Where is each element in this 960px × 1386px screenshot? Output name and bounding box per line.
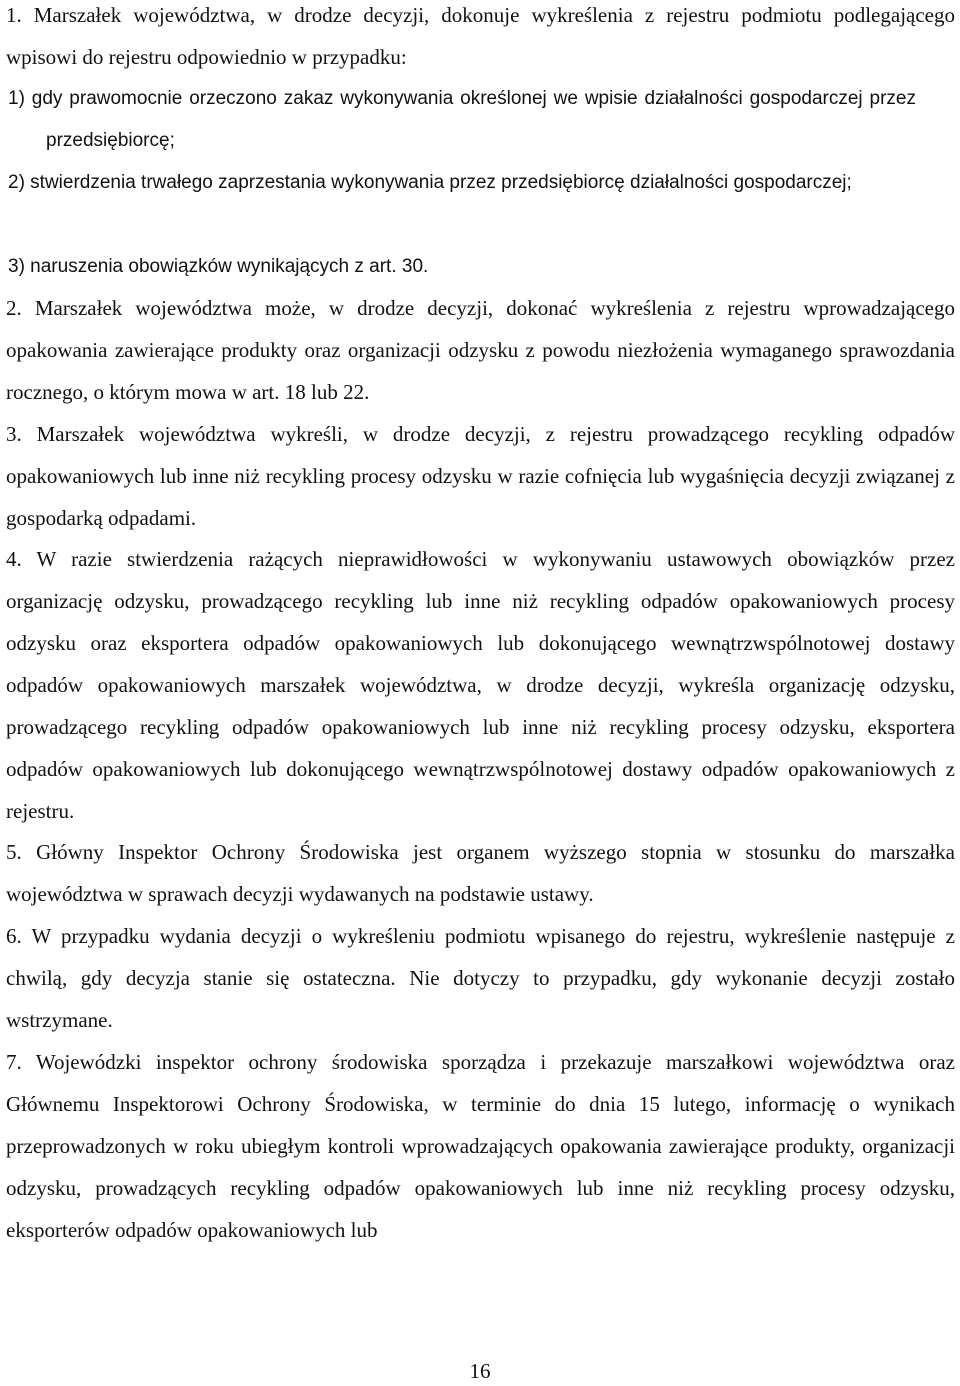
- paragraph-5: 5. Główny Inspektor Ochrony Środowiska jest organem wyższego stopnia w stosunku do marszałka województwa w sprawach decyzji wydawanych na podstawie ustawy.: [6, 840, 955, 906]
- paragraph-6: 6. W przypadku wydania decyzji o wykreśleniu podmiotu wpisanego do rejestru, wykreślenie następuje z chwilą, gdy decyzja stanie się ostateczna. Nie dotyczy to przypadku, gdy wykonanie decyzji zostało wstrzymane.: [6, 924, 955, 1032]
- paragraph-1-item-2: [8, 162, 954, 204]
- paragraph-1-item-1: [8, 78, 954, 162]
- paragraph-1: 1. Marszałek województwa, w drodze decyzji, dokonuje wykreślenia z rejestru podmiotu podlegającego wpisowi do rejestru odpowiednio w przypadku:: [6, 3, 955, 69]
- item-2-text: 2) stwierdzenia trwałego zaprzestania wykonywania przez przedsiębiorcę działalności gospodarczej;: [8, 172, 852, 193]
- page-number: 16: [469, 1359, 491, 1383]
- paragraph-1-item-3: [8, 246, 954, 288]
- paragraph-2: 2. Marszałek województwa może, w drodze decyzji, dokonać wykreślenia z rejestru wprowadzającego opakowania zawierające produkty oraz organizacji odzysku z powodu niezłożenia wymaganego sprawozdania rocznego, o którym mowa w art. 18 lub 22.: [6, 296, 955, 404]
- paragraph-3: 3. Marszałek województwa wykreśli, w drodze decyzji, z rejestru prowadzącego recykling odpadów opakowaniowych lub inne niż recykling procesy odzysku w razie cofnięcia lub wygaśnięcia decyzji związanej z gospodarką odpadami.: [6, 422, 955, 530]
- paragraph-4: 4. W razie stwierdzenia rażących nieprawidłowości w wykonywaniu ustawowych obowiązków przez organizację odzysku, prowadzącego recykling lub inne niż recykling odpadów opakowaniowych procesy odzysku oraz eksportera odpadów opakowaniowych lub dokonującego wewnątrzwspólnotowej dostawy odpadów opakowaniowych marszałek województwa, w drodze decyzji, wykreśla organizację odzysku, prowadzącego recykling odpadów opakowaniowych lub inne niż recykling procesy odzysku, eksportera odpadów opakowaniowych lub dokonującego wewnątrzwspólnotowej dostawy odpadów opakowaniowych z rejestru.: [6, 547, 955, 823]
- item-3-text: 3) naruszenia obowiązków wynikających z art. 30.: [8, 256, 429, 277]
- item-1-text: 1) gdy prawomocnie orzeczono zakaz wykonywania określonej we wpisie działalności gospodarczej przez przedsiębiorcę;: [8, 88, 916, 151]
- paragraph-7: 7. Wojewódzki inspektor ochrony środowiska sporządza i przekazuje marszałkowi województwa oraz Głównemu Inspektorowi Ochrony Środowiska, w terminie do dnia 15 lutego, informację o wynikach przeprowadzonych w roku ubiegłym kontroli wprowadzających opakowania zawierające produkty, organizacji odzysku, prowadzących recykling odpadów opakowaniowych lub inne niż recykling procesy odzysku, eksporterów odpadów opakowaniowych lub: [6, 1050, 955, 1242]
